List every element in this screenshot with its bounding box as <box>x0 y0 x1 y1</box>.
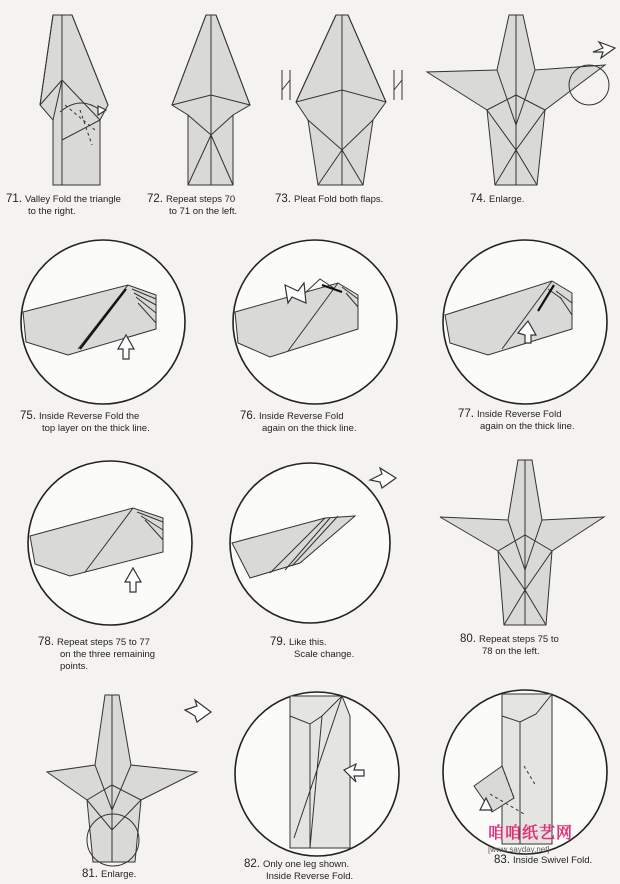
diagram-77 <box>440 237 610 407</box>
diagram-73 <box>278 10 408 190</box>
caption-71: 71. Valley Fold the triangle to the right. <box>6 193 121 217</box>
diagram-76 <box>230 237 400 407</box>
diagram-79 <box>230 458 410 628</box>
caption-77: 77. Inside Reverse Fold again on the thick line. <box>458 408 575 432</box>
watermark <box>488 820 573 854</box>
caption-74: 74. Enlarge. <box>470 193 525 205</box>
diagram-80 <box>438 455 610 635</box>
caption-73: 73. Pleat Fold both flaps. <box>275 193 384 205</box>
caption-78: 78. Repeat steps 75 to 77 on the three remaining points. <box>38 636 156 672</box>
caption-76: 76. Inside Reverse Fold again on the thick line. <box>240 410 357 434</box>
watermark-brand: 咱咱纸艺网 <box>488 825 574 842</box>
caption-81: 81. Enlarge. <box>82 868 137 880</box>
caption-82: 82. Only one leg shown. Inside Reverse Fold. <box>244 858 354 882</box>
caption-80: 80. Repeat steps 75 to 78 on the left. <box>460 633 559 657</box>
diagram-71 <box>20 10 130 190</box>
caption-75: 75. Inside Reverse Fold the top layer on the thick line. <box>20 410 150 434</box>
diagram-78 <box>25 458 195 628</box>
caption-83: 83. Inside Swivel Fold. <box>494 854 593 866</box>
caption-72: 72. Repeat steps 70 to 71 on the left. <box>147 193 238 217</box>
diagram-75 <box>18 237 188 407</box>
watermark-url: [www.sayday.net] <box>488 845 550 854</box>
diagram-82 <box>232 688 402 860</box>
diagram-74 <box>425 10 615 190</box>
diagram-72 <box>168 10 258 190</box>
caption-79: 79. Like this. Scale change. <box>270 636 355 660</box>
